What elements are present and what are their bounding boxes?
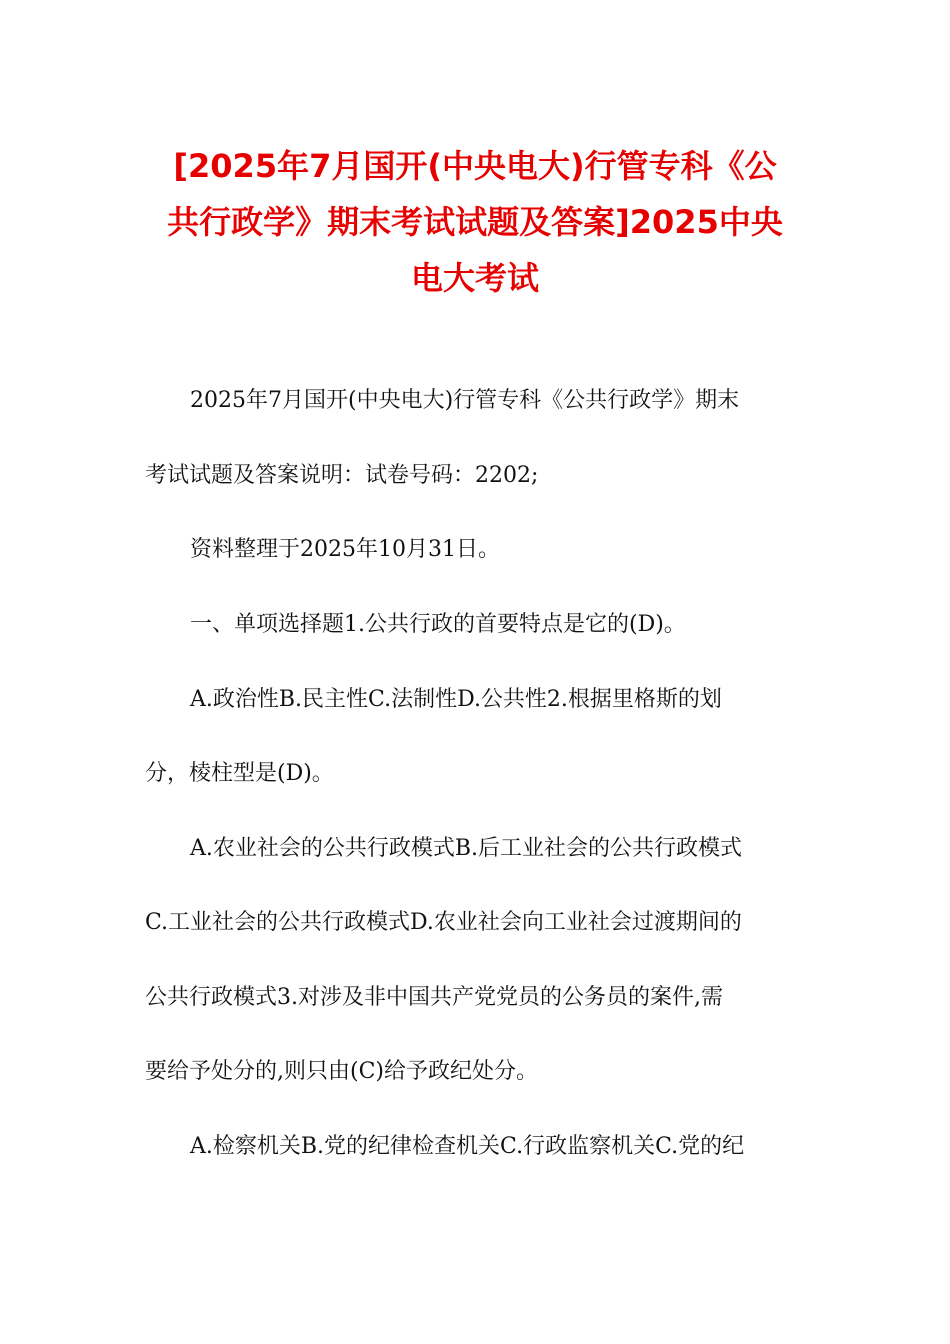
title-line-1: [2025年7月国开(中央电大)行管专科《公 [173, 147, 777, 185]
body-line: 考试试题及答案说明：试卷号码：2202; [145, 463, 539, 488]
body-line: 分，棱柱型是(D)。 [145, 761, 334, 786]
body-line: A.检察机关B.党的纪律检查机关C.行政监察机关C.党的纪 [190, 1134, 745, 1159]
document-title [120, 138, 830, 306]
body-line: A.农业社会的公共行政模式B.后工业社会的公共行政模式 [190, 836, 743, 861]
body-line: 资料整理于2025年10月31日。 [190, 537, 500, 562]
body-line: 公共行政模式3.对涉及非中国共产党党员的公务员的案件,需 [145, 985, 723, 1010]
title-line-3: 电大考试 [410, 259, 539, 297]
body-line: 一、单项选择题1.公共行政的首要特点是它的(D)。 [190, 612, 686, 637]
body-line: 2025年7月国开(中央电大)行管专科《公共行政学》期末 [190, 388, 740, 413]
body-line: 要给予处分的,则只由(C)给予政纪处分。 [145, 1059, 538, 1084]
body-line: A.政治性B.民主性C.法制性D.公共性2.根据里格斯的划 [190, 687, 722, 712]
title-line-2: 共行政学》期末考试试题及答案]2025中央 [167, 203, 783, 241]
body-line: C.工业社会的公共行政模式D.农业社会向工业社会过渡期间的 [145, 910, 742, 935]
